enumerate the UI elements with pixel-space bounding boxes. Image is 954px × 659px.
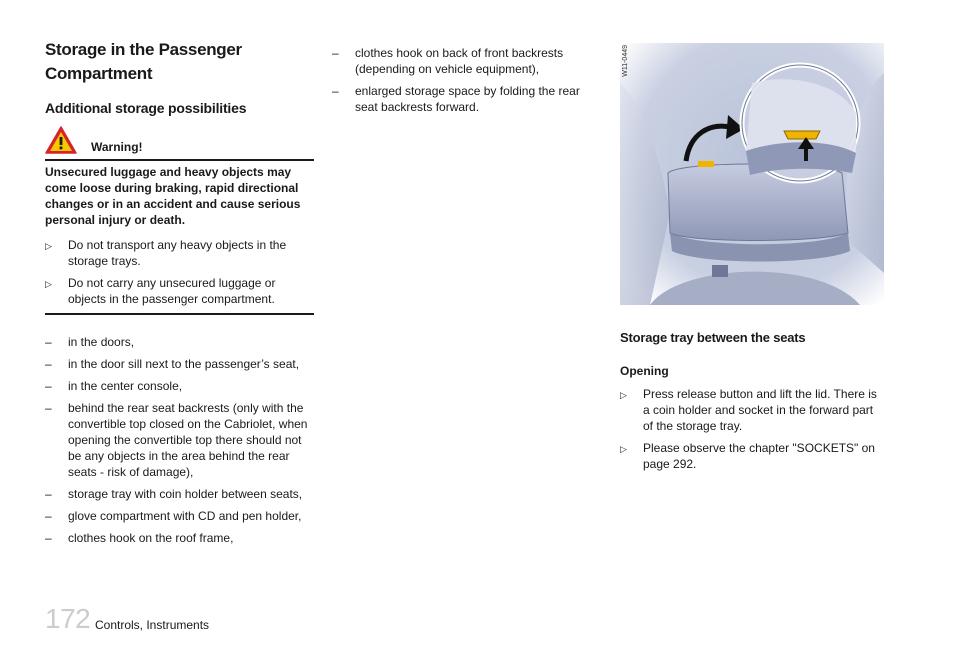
storage-list-item	[45, 508, 315, 524]
storage-list-text: behind the rear seat backrests (only with the convertible top closed on the Cabriolet, when opening the convertible top there should not be any objects in the area behind the rear seats - risk of damage),	[68, 401, 308, 479]
footer-section: Controls, Instruments	[95, 618, 210, 632]
tray-bullet-item	[620, 440, 885, 472]
dash-bullet-icon: –	[45, 379, 52, 393]
warning-header	[45, 126, 315, 160]
storage-tray-figure	[620, 43, 884, 305]
triangle-bullet-icon: ▷	[45, 241, 52, 251]
tray-section-subtitle: Opening	[620, 364, 669, 378]
storage-list-text: in the door sill next to the passenger’s seat,	[68, 357, 300, 371]
warning-bullet-text: Do not carry any unsecured luggage or objects in the passenger compartment.	[68, 276, 276, 306]
storage-list-text: glove compartment with CD and pen holder,	[68, 509, 302, 523]
storage-list-text: storage tray with coin holder between seats,	[68, 487, 303, 501]
page-number: 172	[45, 603, 91, 634]
dash-bullet-icon: –	[332, 46, 339, 60]
warning-label: Warning!	[91, 140, 143, 154]
warning-bullet-item	[45, 275, 315, 307]
storage-list-item	[45, 334, 315, 350]
warning-bullets	[45, 237, 315, 313]
dash-bullet-icon: –	[45, 531, 52, 545]
warning-triangle-icon	[45, 126, 77, 154]
triangle-bullet-icon: ▷	[620, 390, 627, 400]
storage-list-item	[45, 356, 315, 372]
page-title	[45, 38, 315, 86]
tray-bullet-item	[620, 386, 885, 434]
triangle-bullet-icon: ▷	[45, 279, 52, 289]
storage-list-text: in the center console,	[68, 379, 183, 393]
section-subtitle: Additional storage possibilities	[45, 100, 247, 116]
tray-bullet-text: Press release button and lift the lid. There is a coin holder and socket in the forward part of the storage tray.	[643, 387, 877, 433]
storage-list-item	[332, 83, 587, 115]
storage-list-text: clothes hook on the roof frame,	[68, 531, 234, 545]
dash-bullet-icon: –	[45, 335, 52, 349]
tray-section-title: Storage tray between the seats	[620, 330, 806, 345]
dash-bullet-icon: –	[45, 509, 52, 523]
storage-tray-illustration	[620, 43, 884, 305]
storage-list-col1	[45, 334, 315, 552]
storage-list-item	[332, 45, 587, 77]
storage-list-text: enlarged storage space by folding the rear seat backrests forward.	[355, 84, 580, 114]
storage-list-text: in the doors,	[68, 335, 135, 349]
storage-list-item	[45, 400, 315, 480]
storage-list-item	[45, 378, 315, 394]
storage-list-col2	[332, 45, 587, 121]
warning-bullet-item	[45, 237, 315, 269]
dash-bullet-icon: –	[332, 84, 339, 98]
dash-bullet-icon: –	[45, 357, 52, 371]
triangle-bullet-icon: ▷	[620, 444, 627, 454]
storage-list-item	[45, 486, 315, 502]
dash-bullet-icon: –	[45, 487, 52, 501]
figure-code: W11-0449	[622, 45, 629, 77]
tray-bullets	[620, 386, 885, 478]
dash-bullet-icon: –	[45, 401, 52, 415]
storage-list-item	[45, 530, 315, 546]
page-title-line1: Storage in the Passenger	[45, 40, 242, 59]
warning-bullet-text: Do not transport any heavy objects in the storage trays.	[68, 238, 287, 268]
tray-bullet-text: Please observe the chapter "SOCKETS" on page 292.	[643, 441, 875, 471]
storage-list-text: clothes hook on back of front backrests (depending on vehicle equipment),	[355, 46, 564, 76]
warning-bottom-rule	[45, 313, 314, 315]
warning-text: Unsecured luggage and heavy objects may come loose during braking, rapid directional changes or in an accident and cause serious personal injury or death.	[45, 165, 301, 227]
warning-top-rule	[45, 159, 314, 161]
page-title-line2: Compartment	[45, 64, 153, 83]
